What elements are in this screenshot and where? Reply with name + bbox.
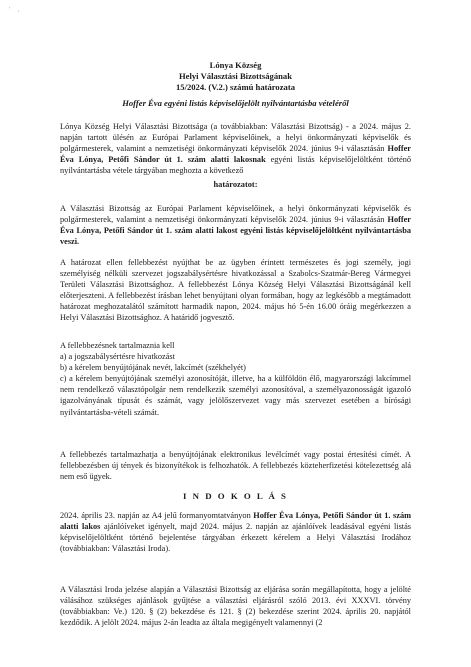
- appeal-item-a: a) a jogszabálysértésre hivatkozást: [60, 352, 175, 362]
- committee-name: Helyi Választási Bizottságának: [179, 71, 292, 81]
- resolution-subject: Hoffer Éva egyéni listás képviselőjelölt nyilvántartásba vételéről: [122, 98, 349, 108]
- appeal-paragraph: A határozat ellen fellebbezést nyújthat be az ügyben érintett természetes és jogi személy, jogi személyiség nélküli szervezet jogszabálysértésre hivatkozással a Szabolcs-Szatmár-Bereg Vármegyei Területi Választási Bizottsághoz. A fellebbezést Lónya Község Helyi Választási Bizottságánál kell előterjeszteni. A fellebbezést írásban lehet benyújtani olyan formában, hogy az legkésőbb a megtámadott határozat meghozatalától számított harmadik napon, 2024. május hó 5-én 16.00 óráig megérkezzen a Helyi Választási Bizottsághoz. A határidő jogvesztő.: [60, 258, 411, 323]
- decision-paragraph: [60, 203, 411, 247]
- appeal-contents-lead: A fellebbezésnek tartalmaznia kell: [60, 341, 175, 350]
- municipality-name: Lónya Község: [209, 60, 262, 70]
- reasoning-heading: I N D O K O L Á S: [183, 491, 288, 501]
- appeal-contents: [60, 340, 411, 418]
- appeal-optional-paragraph: A fellebbezés tartalmazhatja a benyújtójának elektronikus levélcímét vagy postai értesítési címét. A fellebbezésben új tények és bizonyítékok is felhozhatók. A fellebbezés közteherfizetési kötelezettség alá nem eső ügyek.: [60, 450, 411, 482]
- intro-paragraph: [60, 121, 411, 176]
- reasoning-text-start: 2024. április 23. napján az A4 jelű formanyomtatványon: [60, 511, 251, 520]
- reasoning-paragraph-1: [60, 510, 411, 554]
- scan-artifact: ' ,: [9, 7, 23, 13]
- decision-bold: Hoffer Éva Lónya, Petőfi Sándor út 1. szám alatti lakost egyéni listás képviselőjelöltként nyilvántartásba veszi.: [60, 215, 411, 247]
- intro-bold-name: Hoffer Éva Lónya, Petőfi Sándor út 1. szám alatti lakosnak: [60, 144, 411, 165]
- decision-text: A Választási Bizottság az Európai Parlament képviselőinek, a helyi önkormányzati képviselők és polgármesterek, valamint a nemzetiségi önkormányzati képviselők 2024. június 9-i választásán: [60, 204, 411, 225]
- intro-text: Lónya Község Helyi Választási Bizottsága (a továbbiakban: Választási Bizottság) - a 2024. május 2. napján tartott ülésén az Európai Parlament képviselőinek, a helyi önkormányzati képviselők és polgármesterek, valamint a nemzetiségi önkormányzati képviselők 2024. június 9-i választásán: [60, 122, 411, 154]
- reasoning-text-end: ajánlóíveket igényelt, majd 2024. május 2. napján az ajánlóívek leadásával egyéni listás képviselőjelöltként történő bejelentése tárgyában érkezett kérelem a Helyi Választási Irodához (továbbiakban: Választási Iroda).: [60, 522, 412, 554]
- reasoning-paragraph-2: A Választási Iroda jelzése alapján a Választási Bizottság az eljárása során megállapította, hogy a jelölté válásához szükséges ajánlások gyűjtése a választási eljárásról szóló 2013. évi XXXVI. törvény (továbbiakban: Ve.) 120. § (2) bekezdése és 121. § (2) bekezdése szerint 2024. április 20. napjától kezdődik. A jelölt 2024. május 2-án leadta az általa megigényelt valamennyi (2: [60, 585, 411, 628]
- appeal-item-c: c) a kérelem benyújtójának személyi azonosítóját, illetve, ha a külföldön élő, magyarországi lakcímmel nem rendelkező választópolgár nem rendelkezik személyi azonosítóval, a személyazonosságát igazoló igazolványának típusát és számát, vagy jelölőszervezet vagy más szervezet esetében a bírósági nyilvántartásba-vételi számát.: [60, 374, 411, 417]
- resolution-number: 15/2024. (V.2.) számú határozata: [175, 82, 296, 92]
- appeal-item-b: b) a kérelem benyújtójának nevét, lakcímét (székhelyét): [60, 363, 246, 373]
- reasoning-bold-name: Hoffer Éva Lónya, Petőfi Sándor út 1. szám alatti lakos: [60, 511, 411, 532]
- decision-heading: határozatot:: [213, 180, 258, 189]
- intro-text-end: egyéni listás képviselőjelöltként történő nyilvántartásba vétele tárgyában meghozta a következő: [60, 155, 411, 176]
- document-header: [0, 60, 471, 93]
